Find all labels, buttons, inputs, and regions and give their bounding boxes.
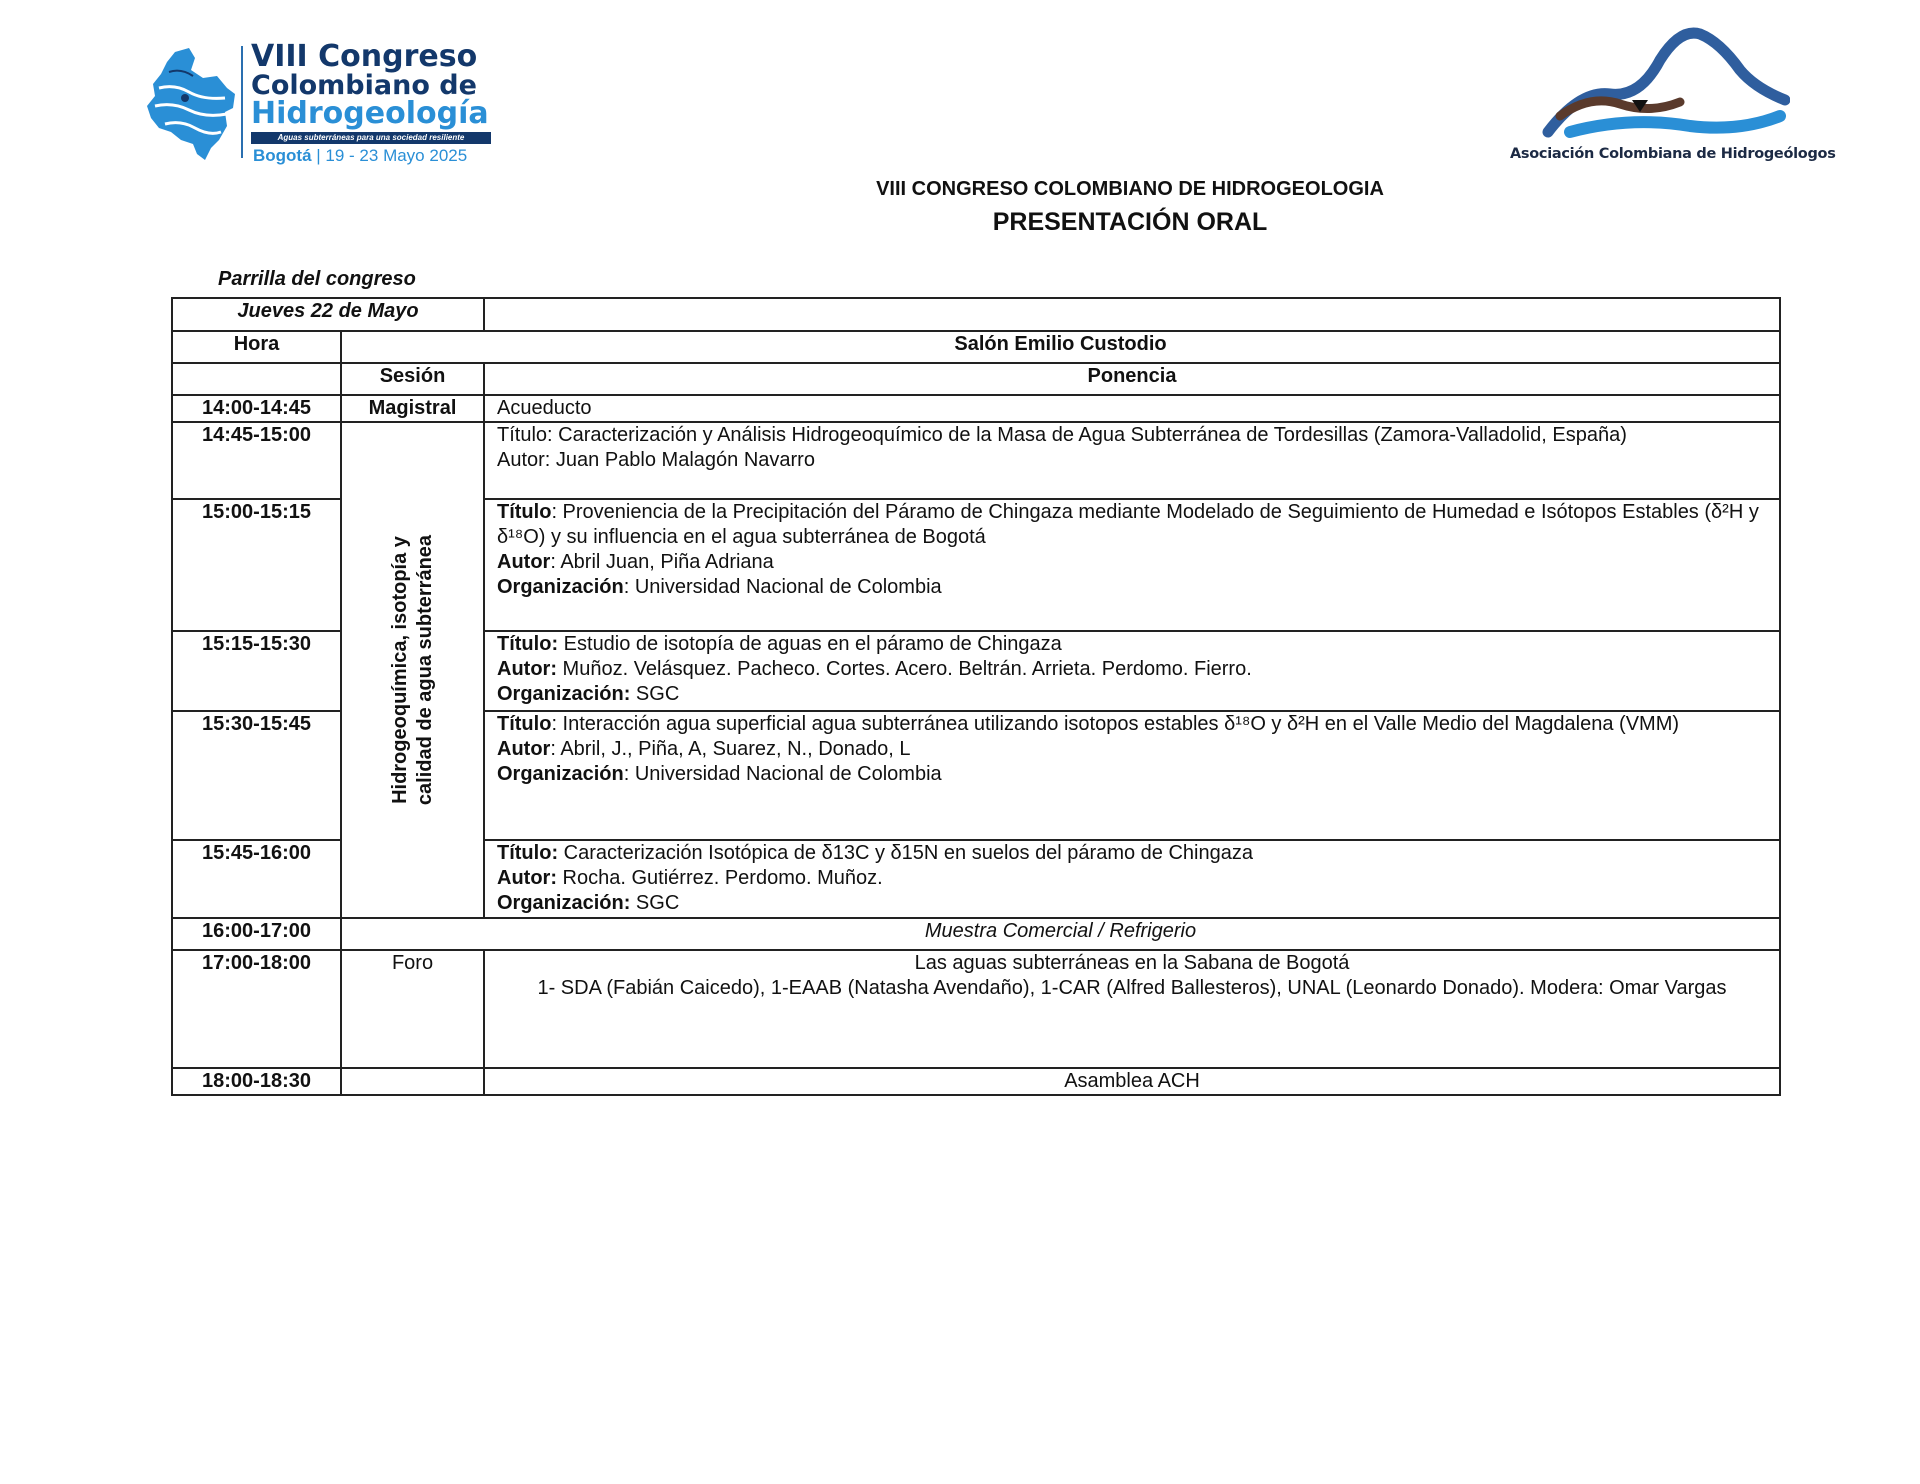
time-cell: 16:00-17:00 [172, 918, 341, 950]
talk-title: Estudio de isotopía de aguas en el páramo de Chingaza [558, 632, 1062, 655]
session-cell: Magistral [341, 395, 484, 422]
congress-logo [145, 40, 505, 170]
time-cell: 15:15-15:30 [172, 631, 341, 711]
org-label: Organización [497, 576, 624, 599]
schedule-table [171, 297, 1781, 1096]
mountain-logo-icon [1540, 20, 1790, 140]
time-cell: 18:00-18:30 [172, 1068, 341, 1095]
author-label: Autor [497, 738, 551, 761]
empty-cell [172, 363, 341, 395]
title-label: Título: [497, 841, 559, 864]
table-row-header [172, 331, 1780, 363]
talk-title: : Proveniencia de la Precipitación del Páramo de Chingaza mediante Modelado de Seguimiento de Humedad e Isótopos Estables (δ²H y δ¹⁸O) y su influencia en el agua subterránea de Bogotá [497, 501, 1759, 549]
day-cell: Jueves 22 de Mayo [172, 298, 484, 331]
talk-title: : Interacción agua superficial agua subterránea utilizando isotopos estables δ¹⁸O y δ²H en el Valle Medio del Magdalena (VMM) [551, 713, 1680, 736]
title-label: Título [497, 501, 552, 524]
talk-cell [484, 711, 1780, 840]
talk-organization: : Universidad Nacional de Colombia [623, 763, 942, 786]
session-title-vertical: Hidrogeoquímica, isotopía y calidad de agua subterránea [388, 534, 436, 806]
talk-author: Autor: Juan Pablo Malagón Navarro [497, 449, 815, 471]
logo-tagline: Aguas subterráneas para una sociedad resiliente [251, 132, 491, 144]
talk-author: : Abril, J., Piña, A, Suarez, N., Donado, L [550, 738, 911, 761]
logo-title-line1: VIII Congreso [251, 39, 478, 74]
title-label: Título [497, 713, 552, 736]
association-logo [1510, 20, 1836, 170]
talk-cell: Asamblea ACH [484, 1068, 1780, 1095]
org-label: Organización [497, 763, 624, 786]
table-row-day [172, 298, 1780, 331]
forum-participants: 1- SDA (Fabián Caicedo), 1-EAAB (Natasha Avendaño), 1-CAR (Alfred Ballesteros), UNAL (Leonardo Donado). Modera: Omar Vargas [537, 977, 1727, 999]
talk-cell [484, 950, 1780, 1068]
time-cell: 15:00-15:15 [172, 499, 341, 631]
time-cell: 17:00-18:00 [172, 950, 341, 1068]
table-row [172, 950, 1780, 1068]
talk-title: Título: Caracterización y Análisis Hidrogeoquímico de la Masa de Agua Subterránea de Tordesillas (Zamora-Valladolid, España) [497, 424, 1627, 446]
org-label: Organización: [497, 682, 631, 705]
logo-date-range: | 19 - 23 Mayo 2025 [316, 146, 468, 165]
author-label: Autor [497, 551, 551, 574]
association-name: Asociación Colombiana de Hidrogeólogos [1510, 146, 1836, 162]
talk-author: : Abril Juan, Piña Adriana [550, 551, 774, 574]
logo-dates [253, 146, 467, 166]
session-cell-vertical [341, 422, 484, 918]
room-header: Salón Emilio Custodio [341, 331, 1780, 363]
talk-title: Caracterización Isotópica de δ13C y δ15N en suelos del páramo de Chingaza [558, 841, 1253, 864]
talk-author: Rocha. Gutiérrez. Perdomo. Muñoz. [557, 866, 883, 889]
logo-title-line3: Hidrogeología [251, 96, 489, 131]
table-row [172, 422, 1780, 499]
document-title: VIII CONGRESO COLOMBIANO DE HIDROGEOLOGIA [876, 178, 1384, 200]
table-row-subheader [172, 363, 1780, 395]
talk-organization: : Universidad Nacional de Colombia [623, 576, 942, 599]
talk-cell [484, 499, 1780, 631]
col-header-hora: Hora [172, 331, 341, 363]
time-cell: 15:45-16:00 [172, 840, 341, 918]
table-row [172, 395, 1780, 422]
time-cell: 14:45-15:00 [172, 422, 341, 499]
talk-organization: SGC [630, 682, 680, 705]
document-subtitle: PRESENTACIÓN ORAL [992, 208, 1268, 236]
colombia-map-icon [145, 48, 241, 163]
talk-cell [484, 631, 1780, 711]
talk-organization: SGC [630, 891, 680, 914]
col-header-ponencia: Ponencia [484, 363, 1780, 395]
talk-cell [484, 422, 1780, 499]
break-cell: Muestra Comercial / Refrigerio [341, 918, 1780, 950]
table-row [172, 918, 1780, 950]
author-label: Autor: [497, 657, 557, 680]
col-header-sesion: Sesión [341, 363, 484, 395]
time-cell: 14:00-14:45 [172, 395, 341, 422]
talk-author: Muñoz. Velásquez. Pacheco. Cortes. Acero. Beltrán. Arrieta. Perdomo. Fierro. [557, 657, 1252, 680]
time-cell: 15:30-15:45 [172, 711, 341, 840]
logo-city: Bogotá [253, 146, 312, 165]
author-label: Autor: [497, 866, 557, 889]
talk-cell [484, 840, 1780, 918]
table-row [172, 1068, 1780, 1095]
empty-cell [341, 1068, 484, 1095]
empty-cell [484, 298, 1780, 331]
logo-title-line2: Colombiano de [251, 70, 477, 101]
talk-cell: Acueducto [484, 395, 1780, 422]
org-label: Organización: [497, 891, 631, 914]
forum-title: Las aguas subterráneas en la Sabana de Bogotá [914, 952, 1350, 974]
grid-label: Parrilla del congreso [218, 268, 416, 290]
logo-divider [241, 46, 243, 158]
title-label: Título: [497, 632, 559, 655]
session-cell: Foro [341, 950, 484, 1068]
